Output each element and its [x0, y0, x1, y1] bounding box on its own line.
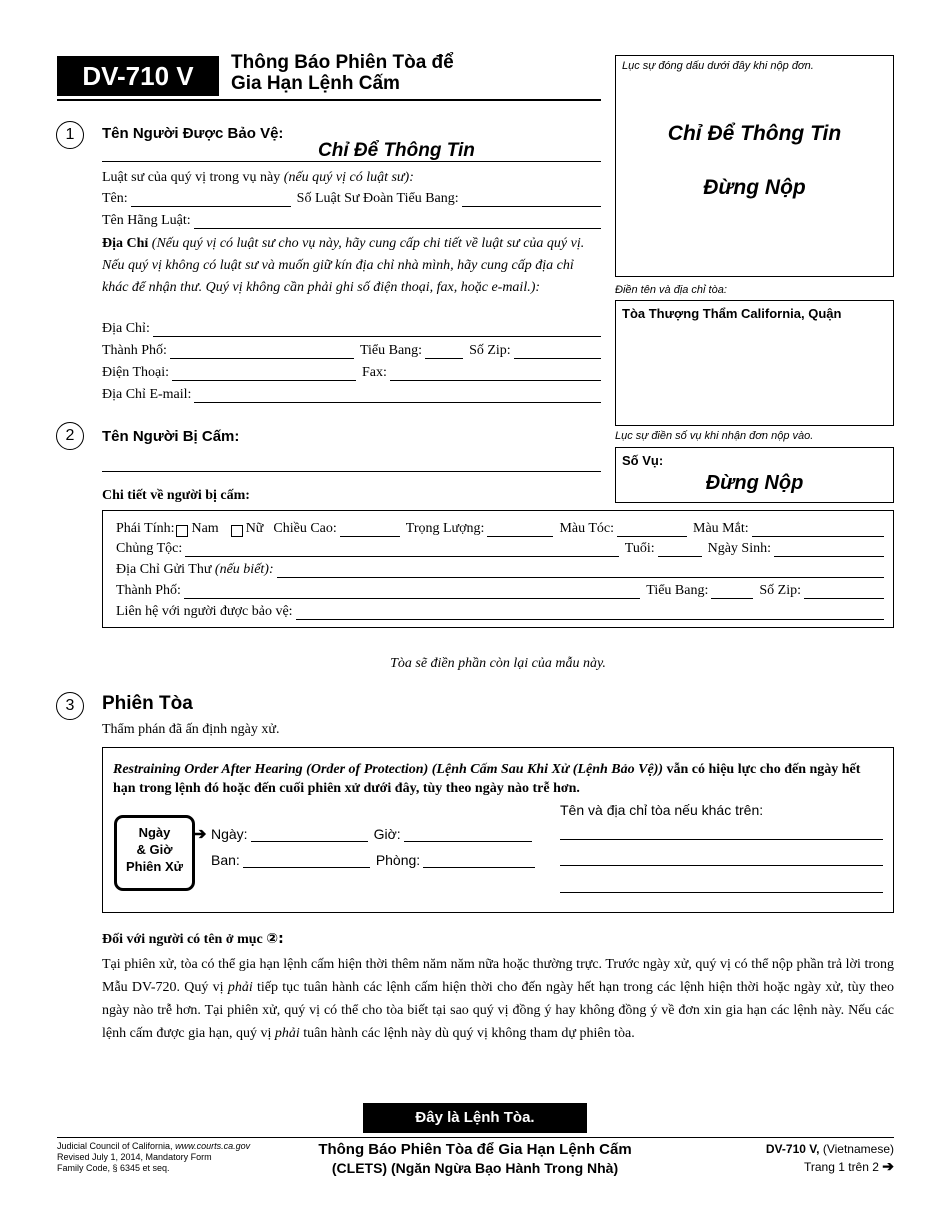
footer-rule	[57, 1137, 894, 1138]
bar-number-label: Số Luật Sư Đoàn Tiểu Bang:	[296, 191, 459, 206]
hearing-date-badge	[114, 815, 195, 891]
dob-label: Ngày Sinh:	[707, 541, 771, 556]
case-number-value: Đừng Nộp	[705, 472, 804, 494]
other-court-label: Tên và địa chỉ tòa nếu khác trên:	[560, 802, 764, 818]
section-3-number: 3	[56, 692, 84, 720]
state-field[interactable]	[425, 347, 463, 359]
address-row	[102, 321, 601, 337]
dob-field[interactable]	[774, 545, 884, 557]
court-fill-note: Tòa sẽ điền phần còn lại của mẫu này.	[390, 656, 606, 671]
email-label: Địa Chỉ E-mail:	[102, 387, 192, 402]
weight-field[interactable]	[487, 525, 553, 537]
lawyer-intro-note: (nếu quý vị có luật sư):	[283, 170, 414, 185]
age-field[interactable]	[658, 545, 702, 557]
footer-website[interactable]: www.courts.ca.gov	[175, 1141, 251, 1151]
hearing-box	[102, 747, 894, 913]
section-2-number: 2	[56, 422, 84, 450]
email-field[interactable]	[194, 391, 601, 403]
time-label: Giờ:	[373, 826, 401, 842]
race-label: Chủng Tộc:	[116, 541, 183, 556]
fax-label: Fax:	[362, 365, 387, 380]
restrained-city-label: Thành Phố:	[116, 583, 181, 598]
eye-field[interactable]	[752, 525, 884, 537]
zip-label: Số Zip:	[469, 343, 511, 358]
address-note: (Nếu quý vị có luật sư cho vụ này, hãy cung cấp chi tiết về luật sư của quý vị. Nếu quý vị không có luật sư và muốn giữ kín địa chỉ nhà mình, hãy cung cấp địa chỉ khác để nhận thư. Quý vị không cần phải ghi số điện thoại, fax, hoặc e-mail.):	[102, 236, 585, 295]
female-checkbox[interactable]	[231, 525, 243, 537]
firm-field[interactable]	[194, 217, 601, 229]
footer-language: (Vietnamese)	[822, 1142, 894, 1156]
badge-line1: Ngày	[138, 825, 171, 840]
phone-field[interactable]	[172, 369, 356, 381]
person-heading	[102, 931, 284, 948]
email-row	[102, 387, 601, 403]
header-rule	[57, 99, 601, 101]
mail-row	[116, 562, 884, 578]
badge-line3: Phiên Xử	[125, 859, 184, 874]
restrained-state-field[interactable]	[711, 587, 753, 599]
protected-person-title: Tên Người Được Bảo Vệ:	[102, 125, 284, 142]
footer-council: Judicial Council of California,	[57, 1141, 173, 1151]
case-number-note: Lục sự điền số vụ khi nhận đơn nộp vào.	[615, 430, 814, 442]
race-field[interactable]	[185, 545, 619, 557]
relation-field[interactable]	[296, 608, 884, 620]
firm-row	[102, 213, 601, 229]
dept-row	[211, 852, 541, 868]
lawyer-name-row	[102, 191, 601, 207]
footer-left	[57, 1141, 250, 1174]
restrained-details-box	[102, 510, 894, 628]
case-number-label: Số Vụ:	[622, 453, 664, 468]
footer-code: Family Code, § 6345 et seq.	[57, 1163, 170, 1173]
footer-revised: Revised July 1, 2014, Mandatory Form	[57, 1152, 212, 1162]
address-heading: Địa Chỉ	[102, 236, 149, 251]
weight-label: Trọng Lượng:	[405, 521, 485, 536]
clerk-stamp-label: Lục sự đóng dấu dưới đây khi nộp đơn.	[622, 60, 814, 72]
dept-label: Ban:	[211, 852, 240, 868]
court-name: Tòa Thượng Thẩm California, Quận	[622, 306, 842, 321]
do-not-file-text: Đừng Nộp	[703, 176, 806, 199]
person-heading-text: Đối với người có tên ở mục	[102, 932, 263, 947]
case-number-box[interactable]	[615, 447, 894, 503]
para-must1: phải	[227, 980, 253, 995]
address-label: Địa Chỉ:	[102, 321, 150, 336]
order-name: Restraining Order After Hearing (Order of Protection) (Lệnh Cấm Sau Khi Xử (Lệnh Bảo Vệ))	[113, 762, 664, 777]
para-a: Tại phiên xử, tòa có thể gia hạn lệnh cấm hiện thời thêm năm năm nữa hoặc thường trực. Trước ngày xử, quý vị có thể nộp phần trả lời trong Mẫu DV-720. Quý vị	[102, 957, 894, 995]
phone-label: Điện Thoại:	[102, 365, 170, 380]
hearing-intro: Thẩm phán đã ấn định ngày xử.	[102, 722, 280, 737]
male-checkbox[interactable]	[176, 525, 188, 537]
hearing-title: Phiên Tòa	[102, 693, 193, 714]
footer-title-line2: (CLETS) (Ngăn Ngừa Bạo Hành Trong Nhà)	[331, 1160, 619, 1176]
order-effect-rest: vẫn có hiệu lực cho đến ngày hết hạn trong lệnh đó hoặc đến cuối phiên xử dưới đây, tùy theo ngày nào trễ hơn.	[113, 762, 861, 796]
other-court-line-1[interactable]	[560, 839, 883, 840]
bar-number-field[interactable]	[462, 195, 601, 207]
date-label: Ngày:	[211, 826, 248, 842]
restrained-name-line[interactable]	[102, 471, 601, 472]
section-1-number: 1	[56, 121, 84, 149]
date-field[interactable]	[251, 830, 368, 842]
para-c: tuân hành các lệnh này dù quý vị không tham dự phiên tòa.	[299, 1026, 635, 1041]
court-name-box[interactable]	[615, 300, 894, 426]
footer-title	[262, 1141, 688, 1177]
next-page-arrow-icon[interactable]: ➔	[882, 1158, 894, 1174]
restrained-city-field[interactable]	[184, 587, 640, 599]
lawyer-name-label: Tên:	[102, 191, 128, 206]
race-row	[116, 541, 884, 557]
dept-field[interactable]	[243, 856, 370, 868]
city-label: Thành Phố:	[102, 343, 167, 358]
room-field[interactable]	[423, 856, 535, 868]
protected-person-name[interactable]: Chỉ Để Thông Tin	[318, 140, 475, 161]
state-label: Tiểu Bang:	[359, 343, 423, 358]
form-title-line2: Gia Hạn Lệnh Cấm	[231, 73, 400, 94]
mail-field[interactable]	[277, 566, 884, 578]
male-label: Nam	[191, 521, 219, 536]
form-id: DV-710 V	[82, 61, 194, 91]
restrained-state-label: Tiểu Bang:	[646, 583, 709, 598]
protected-name-line	[102, 161, 601, 162]
eye-label: Màu Mắt:	[693, 521, 749, 536]
mail-note: (nếu biết):	[214, 562, 274, 577]
zip-field[interactable]	[514, 347, 601, 359]
restrained-zip-field[interactable]	[804, 587, 884, 599]
relation-label: Liên hệ với người được bảo vệ:	[116, 604, 293, 619]
order-effect-text	[113, 760, 883, 798]
form-title-line1: Thông Báo Phiên Tòa để	[231, 52, 454, 73]
lawyer-intro-text: Luật sư của quý vị trong vụ này	[102, 170, 281, 185]
relation-row	[116, 604, 884, 620]
hair-label: Màu Tóc:	[559, 521, 615, 536]
fax-field[interactable]	[390, 369, 601, 381]
room-label: Phòng:	[375, 852, 421, 868]
court-order-banner	[363, 1103, 587, 1133]
para-must2: phải	[274, 1026, 300, 1041]
city-field[interactable]	[170, 347, 354, 359]
hair-field[interactable]	[617, 525, 687, 537]
footer-page: Trang 1 trên 2	[803, 1160, 879, 1174]
footer-form-id: DV-710 V,	[765, 1142, 820, 1156]
phone-row	[102, 365, 601, 381]
date-row	[211, 826, 538, 842]
height-field[interactable]	[340, 525, 400, 537]
court-name-label: Điền tên và địa chỉ tòa:	[615, 284, 727, 296]
restrained-zip-label: Số Zip:	[759, 583, 801, 598]
female-label: Nữ	[245, 521, 264, 536]
restrained-city-row	[116, 583, 884, 599]
restrained-person-title: Tên Người Bị Cấm:	[102, 428, 240, 445]
hearing-paragraph	[102, 953, 894, 1045]
clerk-stamp-box	[615, 55, 894, 277]
footer-right	[766, 1141, 894, 1176]
age-label: Tuổi:	[624, 541, 655, 556]
form-title	[231, 52, 454, 94]
lawyer-name-field[interactable]	[131, 195, 291, 207]
mail-label: Địa Chỉ Gửi Thư	[116, 562, 212, 577]
city-row	[102, 343, 601, 359]
lawyer-intro	[102, 170, 414, 186]
sex-label: Phái Tính:	[116, 521, 175, 536]
person-ref: ②:	[266, 931, 284, 947]
court-order-text: Đây là Lệnh Tòa.	[415, 1109, 535, 1126]
form-id-badge	[57, 56, 219, 96]
other-court-line-3[interactable]	[560, 892, 883, 893]
other-court-line-2[interactable]	[560, 865, 883, 866]
badge-line2: & Giờ	[136, 842, 173, 857]
address-instructions	[102, 233, 592, 299]
firm-label: Tên Hãng Luật:	[102, 213, 191, 228]
arrow-icon: ➔	[193, 826, 207, 843]
height-label: Chiều Cao:	[273, 521, 337, 536]
para-b: tiếp tục tuân hành các lệnh cấm hiện thời cho đến ngày hết hạn trong các lệnh hiện thời hoặc ngày xử, tùy theo ngày nào trễ hơn. Tại phiên xử, quý vị có thể cho tòa biết tại sao quý vị đồng ý hay không đồng ý về đơn xin gia hạn các lệnh này. Nếu các lệnh cấm được gia hạn, quý vị	[102, 980, 894, 1041]
restrained-details-heading: Chi tiết về người bị cấm:	[102, 488, 250, 503]
sex-row	[116, 521, 884, 537]
footer-title-line1: Thông Báo Phiên Tòa để Gia Hạn Lệnh Cấm	[318, 1141, 632, 1158]
info-only-text: Chỉ Để Thông Tin	[667, 122, 842, 145]
address-field[interactable]	[153, 325, 601, 337]
time-field[interactable]	[404, 830, 532, 842]
